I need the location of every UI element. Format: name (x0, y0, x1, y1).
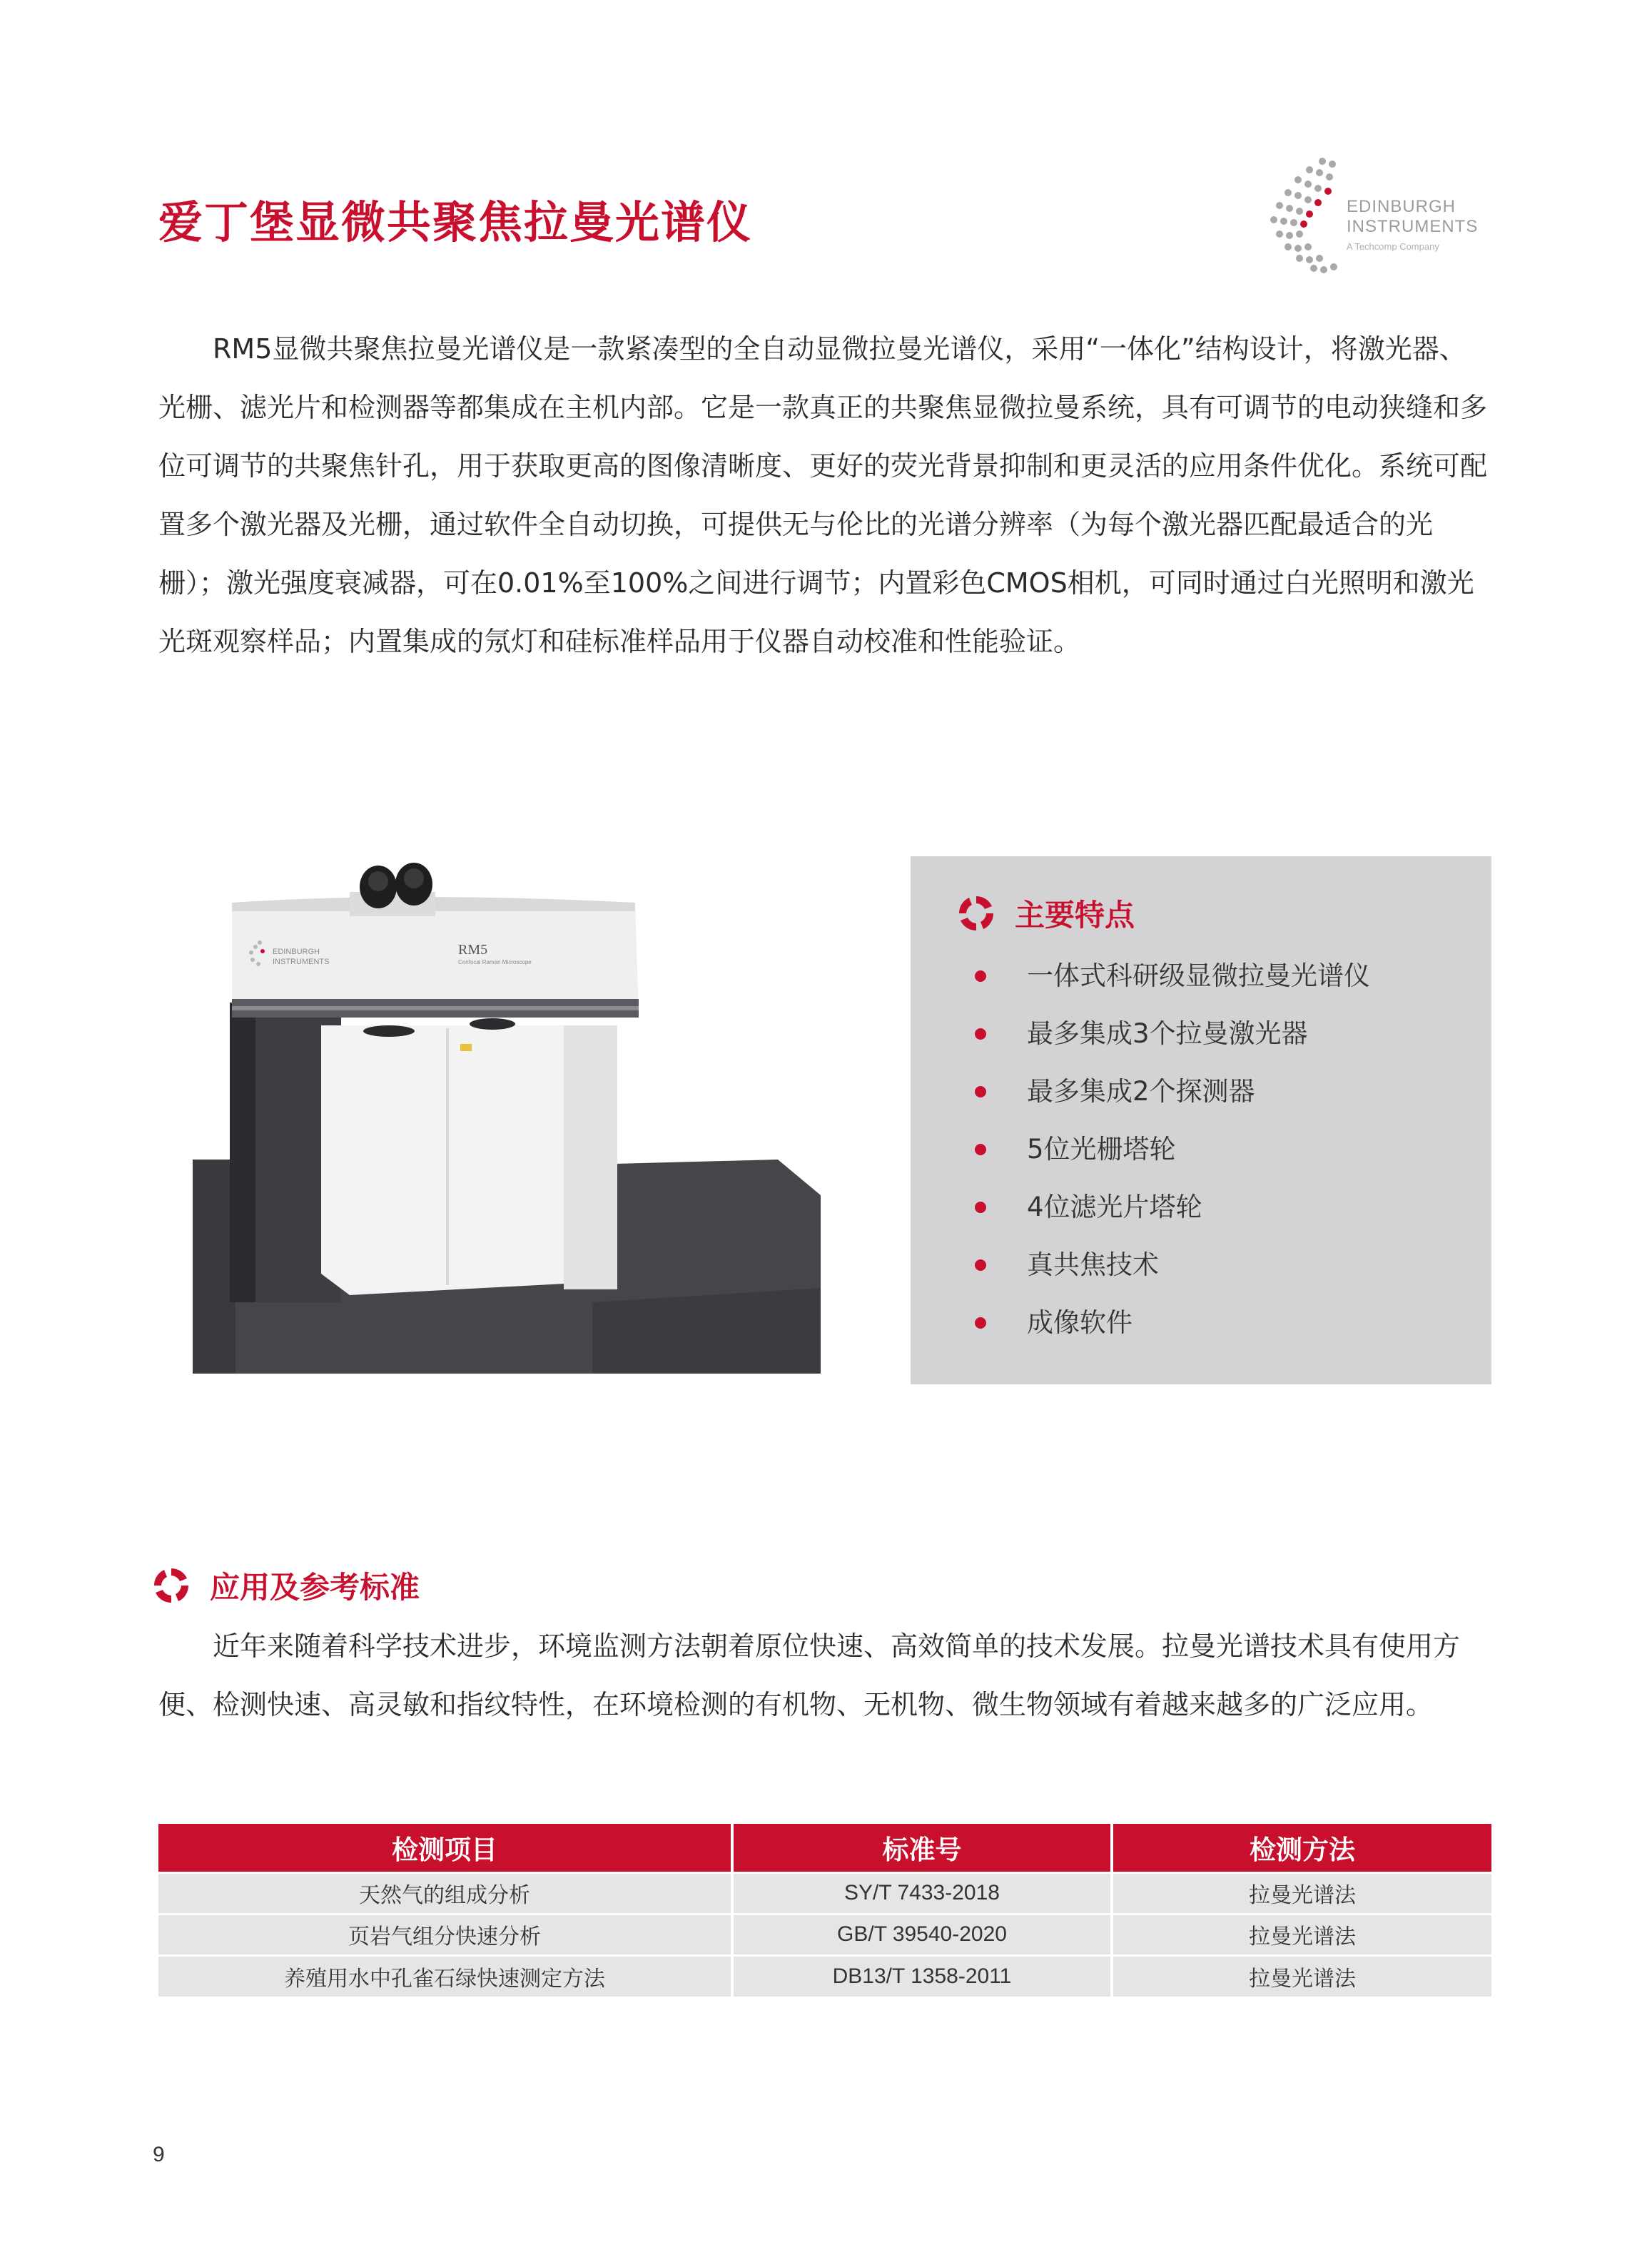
rm5-product-image (193, 860, 821, 1374)
logo-line-2: INSTRUMENTS (1347, 217, 1479, 236)
features-list (911, 956, 1491, 1361)
table-cell: 拉曼光谱法 (1112, 1955, 1491, 1997)
table-row (158, 1955, 1491, 1997)
logo-line-1: EDINBURGH (1347, 197, 1456, 216)
column-header-item: 检测项目 (158, 1824, 732, 1872)
table-cell: 拉曼光谱法 (1112, 1914, 1491, 1955)
column-header-standard: 标准号 (732, 1824, 1112, 1872)
applications-header (151, 1564, 420, 1607)
list-item: 真共焦技术 (911, 1245, 1491, 1303)
key-features-panel (911, 856, 1491, 1384)
list-item: 一体式科研级显微拉曼光谱仪 (911, 956, 1491, 1014)
table-cell: 养殖用水中孔雀石绿快速测定方法 (158, 1955, 732, 1997)
list-item: 最多集成2个探测器 (911, 1072, 1491, 1130)
column-header-method: 检测方法 (1112, 1824, 1491, 1872)
table-cell: DB13/T 1358-2011 (732, 1955, 1112, 1997)
page-title: 爱丁堡显微共聚焦拉曼光谱仪 (158, 196, 753, 248)
cabinet-model-sub: Confocal Raman Microscope (458, 959, 532, 965)
table-header-row (158, 1824, 1491, 1872)
logo-tagline: A Techcomp Company (1347, 241, 1439, 252)
table-cell: 拉曼光谱法 (1112, 1872, 1491, 1914)
cabinet-brand-line-2: INSTRUMENTS (273, 958, 330, 966)
list-item: 最多集成3个拉曼激光器 (911, 1014, 1491, 1072)
list-item: 4位滤光片塔轮 (911, 1187, 1491, 1245)
red-swirl-icon (956, 893, 996, 933)
table-cell: 页岩气组分快速分析 (158, 1914, 732, 1955)
edinburgh-instruments-logo (1267, 156, 1502, 277)
cabinet-brand-line-1: EDINBURGH (273, 948, 320, 956)
table-row (158, 1914, 1491, 1955)
page-number: 9 (153, 2143, 165, 2166)
logo-dots-icon (1267, 156, 1345, 277)
features-title: 主要特点 (1015, 898, 1135, 933)
cabinet-model-label: RM5 (458, 942, 488, 958)
table-row (158, 1872, 1491, 1914)
standards-table (158, 1824, 1491, 1997)
intro-paragraph: RM5显微共聚焦拉曼光谱仪是一款紧凑型的全自动显微拉曼光谱仪，采用“一体化”结构设计，将激光器、光栅、滤光片和检测器等都集成在主机内部。它是一款真正的共聚焦显微拉曼系统，具有可调节的电动狭缝和多位可调节的共聚焦针孔，用于获取更高的图像清晰度、更好的荧光背景抑制和更灵活的应用条件优化。系统可配置多个激光器及光栅，通过软件全自动切换，可提供无与伦比的光谱分辨率（为每个激光器匹配最适合的光栅）；激光强度衰减器，可在0.01%至100%之间进行调节；内置彩色CMOS相机，可同时通过白光照明和激光光斑观察样品；内置集成的氖灯和硅标准样品用于仪器自动校准和性能验证。 (158, 333, 1488, 657)
applications-paragraph: 近年来随着科学技术进步，环境监测方法朝着原位快速、高效简单的技术发展。拉曼光谱技术具有使用方便、检测快速、高灵敏和指纹特性，在环境检测的有机物、无机物、微生物领域有着越来越多的广泛应用。 (158, 1630, 1461, 1720)
table-cell: SY/T 7433-2018 (732, 1872, 1112, 1914)
red-swirl-icon (151, 1566, 191, 1606)
list-item: 成像软件 (911, 1303, 1491, 1361)
list-item: 5位光栅塔轮 (911, 1130, 1491, 1187)
applications-title: 应用及参考标准 (210, 1570, 420, 1605)
table-cell: GB/T 39540-2020 (732, 1914, 1112, 1955)
table-cell: 天然气的组成分析 (158, 1872, 732, 1914)
